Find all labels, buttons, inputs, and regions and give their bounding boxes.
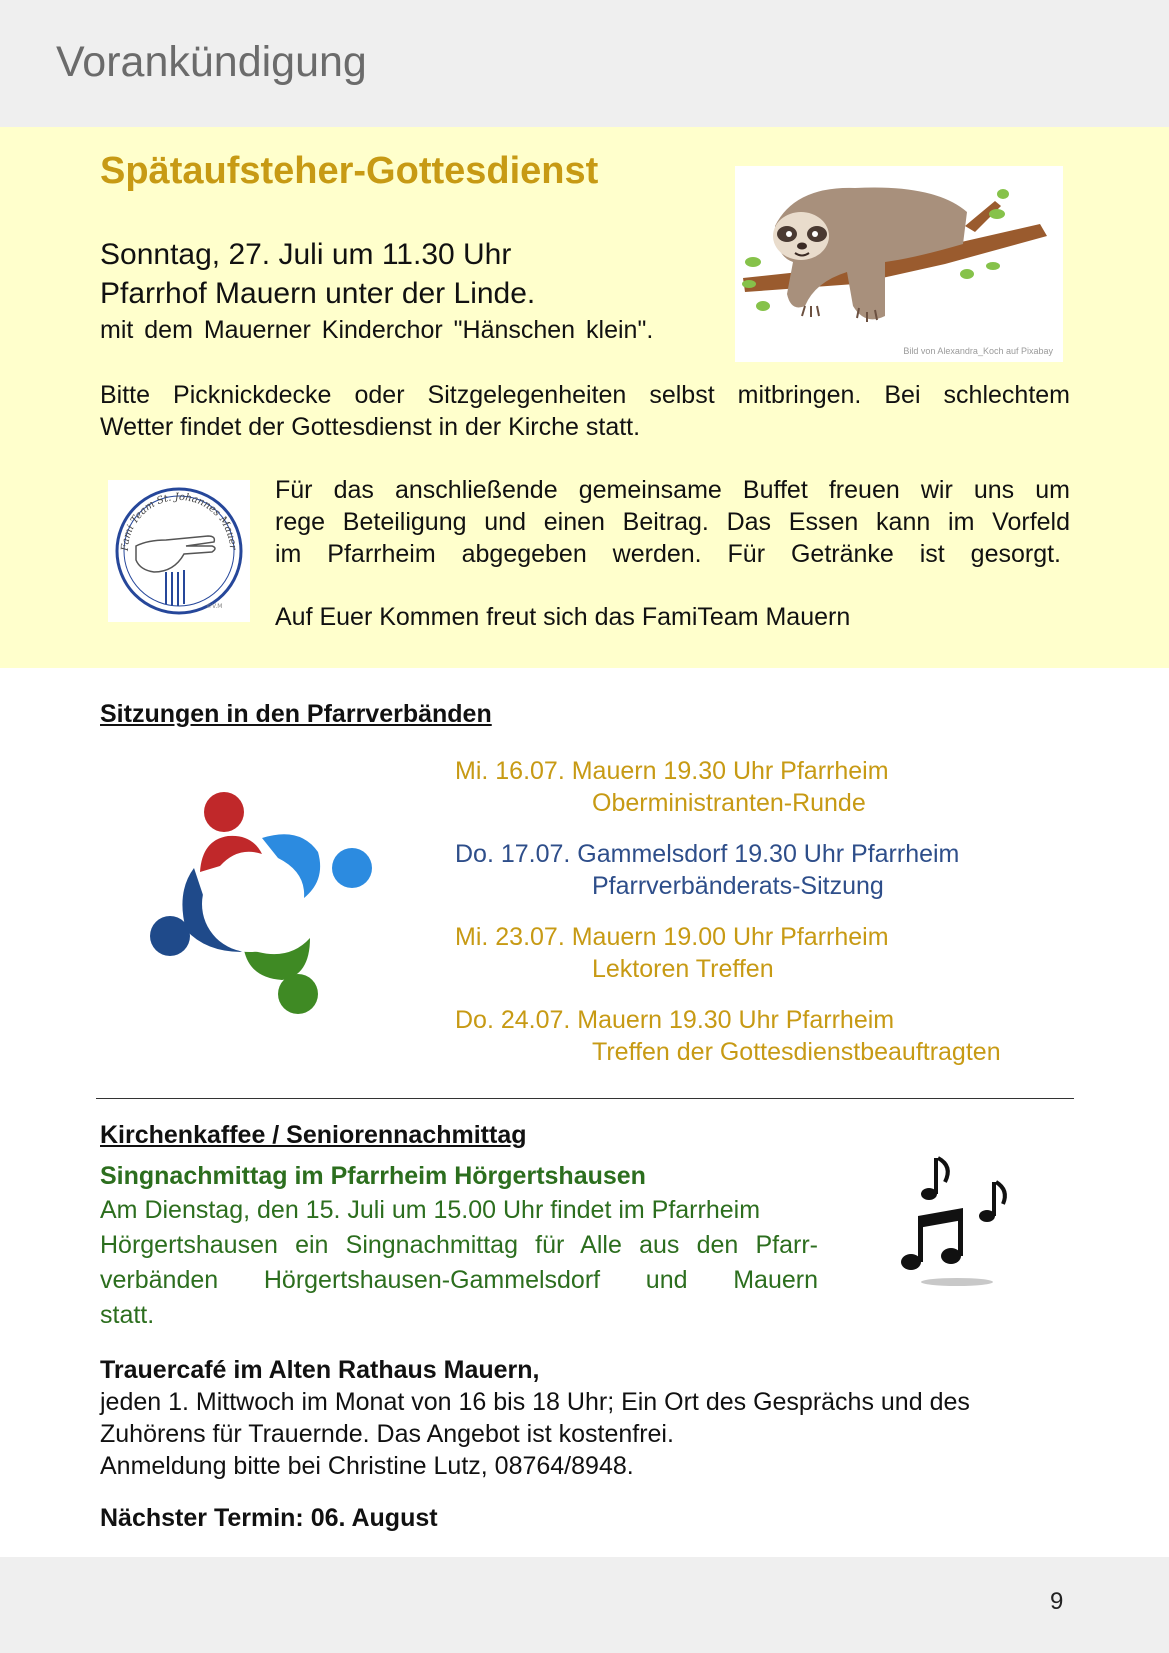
sloth-icon xyxy=(735,166,1063,362)
kaffee-subheading: Singnachmittag im Pfarrheim Hörgertshausen xyxy=(100,1162,646,1190)
kaffee-line-3: verbänden Hörgertshausen-Gammelsdorf und Mauern xyxy=(100,1266,818,1294)
image-credit: Bild von Alexandra_Koch auf Pixabay xyxy=(903,346,1053,356)
event-choir: mit dem Mauerner Kinderchor "Hänschen klein". xyxy=(100,316,654,344)
sloth-illustration xyxy=(735,166,1063,362)
session-2-line-1: Do. 17.07. Gammelsdorf 19.30 Uhr Pfarrheim xyxy=(455,840,960,868)
trauercafe-heading: Trauercafé im Alten Rathaus Mauern, xyxy=(100,1356,540,1384)
buffet-line-2: rege Beteiligung und einen Beitrag. Das Essen kann im Vorfeld xyxy=(275,508,1070,536)
event-title: Spätaufsteher-Gottesdienst xyxy=(100,150,599,192)
kaffee-line-1: Am Dienstag, den 15. Juli um 15.00 Uhr findet im Pfarrheim xyxy=(100,1196,761,1224)
session-4-line-1: Do. 24.07. Mauern 19.30 Uhr Pfarrheim xyxy=(455,1006,895,1034)
music-notes-icon xyxy=(895,1150,1015,1290)
trauercafe-line-1: jeden 1. Mittwoch im Monat von 16 bis 18 Uhr; Ein Ort des Gesprächs und des xyxy=(100,1388,970,1416)
page-heading: Vorankündigung xyxy=(56,38,367,86)
community-logo xyxy=(140,780,380,1020)
kaffee-line-2: Hörgertshausen ein Singnachmittag für Alle aus den Pfarr- xyxy=(100,1231,818,1259)
logo-mark: ©V.M xyxy=(206,603,223,610)
session-4-line-2: Treffen der Gottesdienstbeauftragten xyxy=(592,1038,1001,1066)
music-notes-illustration xyxy=(895,1150,1015,1290)
logo-ring-text: Fami Team St. Johannes Mauer xyxy=(119,491,239,552)
famiteam-logo xyxy=(108,480,250,622)
event-closing: Auf Euer Kommen freut sich das FamiTeam Mauern xyxy=(275,603,851,631)
trauercafe-line-2: Zuhörens für Trauernde. Das Angebot ist kostenfrei. xyxy=(100,1420,674,1448)
footer-band xyxy=(0,1557,1169,1653)
hand-logo-icon xyxy=(108,480,250,622)
event-note-line-1: Bitte Picknickdecke oder Sitzgelegenheiten selbst mitbringen. Bei schlechtem xyxy=(100,381,1070,409)
session-1-line-1: Mi. 16.07. Mauern 19.30 Uhr Pfarrheim xyxy=(455,757,889,785)
event-place: Pfarrhof Mauern unter der Linde. xyxy=(100,277,536,310)
buffet-line-3: im Pfarrheim abgegeben werden. Für Getränke ist gesorgt. xyxy=(275,540,1061,568)
people-circle-icon xyxy=(140,780,380,1020)
event-note-line-2: Wetter findet der Gottesdienst in der Kirche statt. xyxy=(100,413,641,441)
kaffee-line-4: statt. xyxy=(100,1301,155,1329)
section-divider xyxy=(96,1098,1074,1099)
kaffee-heading: Kirchenkaffee / Seniorennachmittag xyxy=(100,1121,527,1149)
session-3-line-2: Lektoren Treffen xyxy=(592,955,774,983)
session-3-line-1: Mi. 23.07. Mauern 19.00 Uhr Pfarrheim xyxy=(455,923,889,951)
session-1-line-2: Oberministranten-Runde xyxy=(592,789,866,817)
session-2-line-2: Pfarrverbänderats-Sitzung xyxy=(592,872,884,900)
sessions-heading: Sitzungen in den Pfarrverbänden xyxy=(100,700,492,728)
trauercafe-line-3: Anmeldung bitte bei Christine Lutz, 08764/8948. xyxy=(100,1452,634,1480)
page-number: 9 xyxy=(1050,1588,1064,1615)
trauercafe-next-date: Nächster Termin: 06. August xyxy=(100,1504,438,1532)
event-date: Sonntag, 27. Juli um 11.30 Uhr xyxy=(100,238,512,271)
buffet-line-1: Für das anschließende gemeinsame Buffet freuen wir uns um xyxy=(275,476,1070,504)
